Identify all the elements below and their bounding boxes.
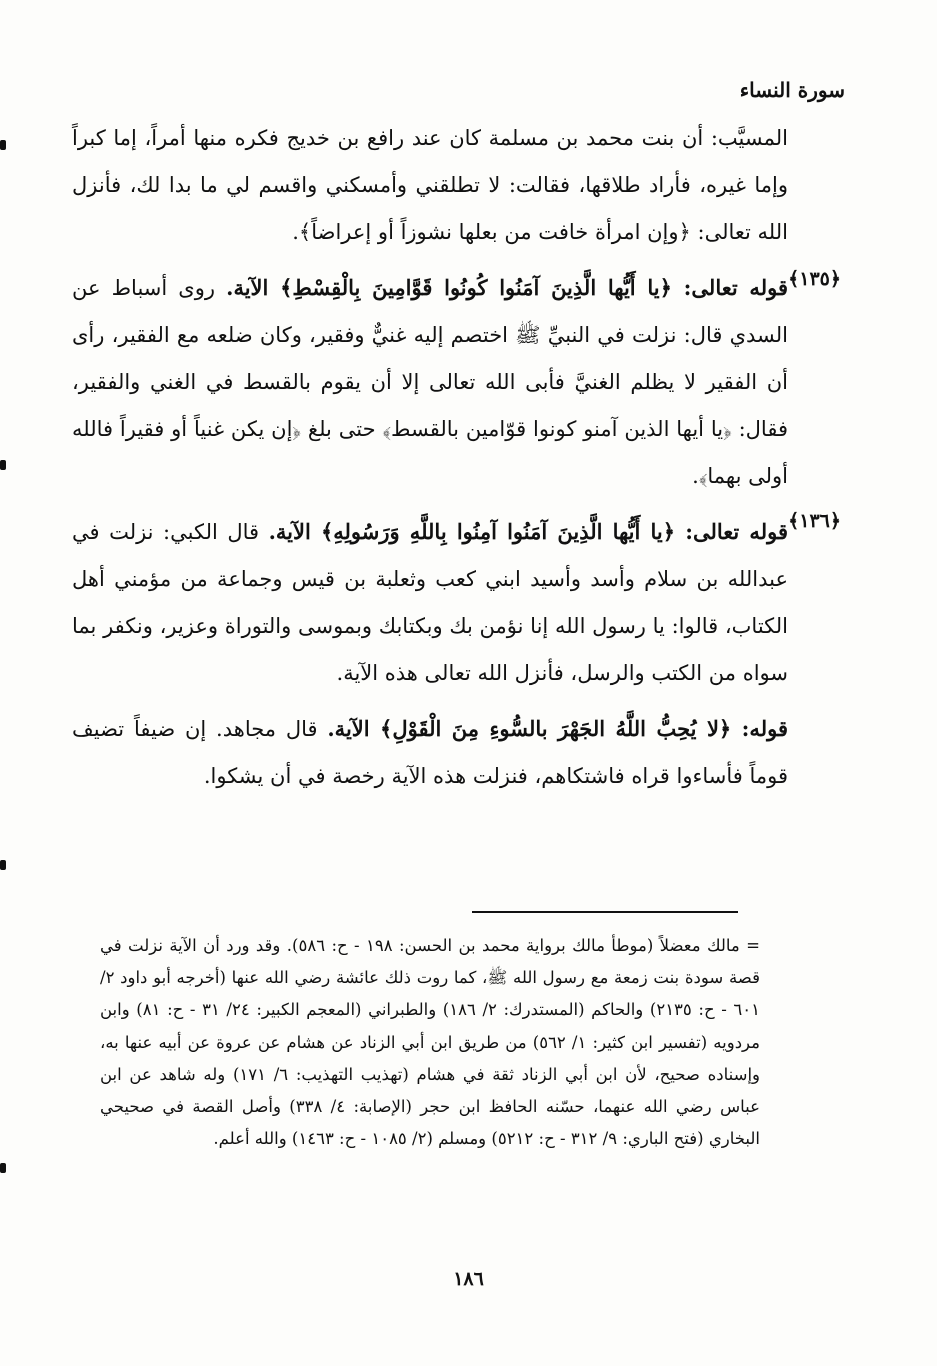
footnote-marker: =: [746, 936, 760, 955]
margin-mark: [0, 1163, 6, 1173]
running-title: سورة النساء: [739, 78, 845, 102]
verse-number-135: ﴿١٣٥﴾: [788, 268, 841, 290]
margin-mark: [0, 860, 6, 870]
paragraph-verse-148: [72, 705, 788, 800]
verse-number-136: ﴿١٣٦﴾: [788, 510, 841, 532]
paragraph-text: قال الكبي: نزلت في عبدالله بن سلام وأسد وأسيد ابني كعب وثعلبة بن قيس وجماعة من مؤمني أهل الكتاب، قالوا: يا رسول الله إنا نؤمن بك وبكتابك وبموسى والتوراة وعزير، ونكفر بما سواه من الكتب والرسل، فأنزل الله تعالى هذه الآية.: [72, 520, 788, 685]
verse-heading: قوله تعالى: ﴿يا أَيُّها الَّذِينَ آمَنُوا كُونُوا قَوَّامِينَ بِالْقِسْطِ﴾ الآية.: [226, 275, 788, 300]
paragraph-text: روى أسباط عن السدي قال: نزلت في النبيِّ ﷺ اختصم إليه غنيٌّ وفقير، وكان ضلعه مع الفقير، رأى أن الفقير لا يظلم الغنيَّ فأبى الله تعالى إلا أن يقوم بالقسط في الغني والفقير، فقال: ﴿يا أيها الذين آمنو كونوا قوّامين بالقسط﴾ حتى بلغ ﴿إن يكن غنياً أو فقيراً فالله أولى بهما﴾.: [72, 276, 788, 488]
footnote: [100, 930, 760, 1155]
margin-mark: [0, 140, 6, 150]
paragraph-verse-135: [72, 264, 788, 500]
page-number: ١٨٦: [453, 1268, 484, 1290]
paragraph-1: [72, 115, 788, 256]
paragraph-text: المسيَّب: أن بنت محمد بن مسلمة كان عند رافع بن خديج فكره منها أمراً، إما كبراً وإما غيره، فأراد طلاقها، فقالت: لا تطلقني وأمسكني واقسم لي ما بدا لك، فأنزل الله تعالى: ﴿وإن امرأة خافت من بعلها نشوزاً أو إعراضاً﴾.: [72, 126, 788, 244]
paragraph-text: قال مجاهد. إن ضيفاً تضيف قوماً فأساءوا قراه فاشتكاهم، فنزلت هذه الآية رخصة في أن يشكوا.: [72, 717, 788, 788]
verse-heading: قوله: ﴿لا يُحِبُّ اللَّهُ الجَهْرَ بالسُّوءِ مِنَ الْقَوْلِ﴾ الآية.: [327, 716, 788, 741]
verse-heading: قوله تعالى: ﴿يا أَيُّها الَّذِينَ آمَنُوا آمِنُوا بِاللَّهِ وَرَسُولِهِ﴾ الآية.: [268, 519, 788, 544]
paragraph-verse-136: [72, 508, 788, 697]
footnote-divider: [472, 911, 738, 913]
main-text: [72, 115, 788, 808]
margin-mark: [0, 460, 6, 470]
footnote-text: مالك معضلاً (موطأ مالك برواية محمد بن الحسن: ١٩٨ - ح: ٥٨٦). وقد ورد أن الآية نزلت في قصة سودة بنت زمعة مع رسول الله ﷺ، كما روت ذلك عائشة رضي الله عنها (أخرجه أبو داود ٢/ ٦٠١ - ح: ٢١٣٥) والحاكم (المستدرك: ٢/ ١٨٦) والطبراني (المعجم الكبير: ٢٤/ ٣١ - ح: ٨١) وابن مردويه (تفسير ابن كثير: ١/ ٥٦٢) من طريق ابن أبي الزناد عن هشام عن عروة عن أبيه عنها به، وإسناده صحيح، لأن ابن أبي الزناد ثقة في هشام (تهذيب التهذيب: ٦/ ١٧١) وله شاهد عن ابن عباس رضي الله عنهما، حسّنه الحافظ ابن حجر (الإصابة: ٤/ ٣٣٨) وأصل القصة في صحيحي البخاري (فتح الباري: ٩/ ٣١٢ - ح: ٥٢١٢) ومسلم (٢/ ١٠٨٥ - ح: ١٤٦٣) والله أعلم.: [100, 936, 761, 1149]
